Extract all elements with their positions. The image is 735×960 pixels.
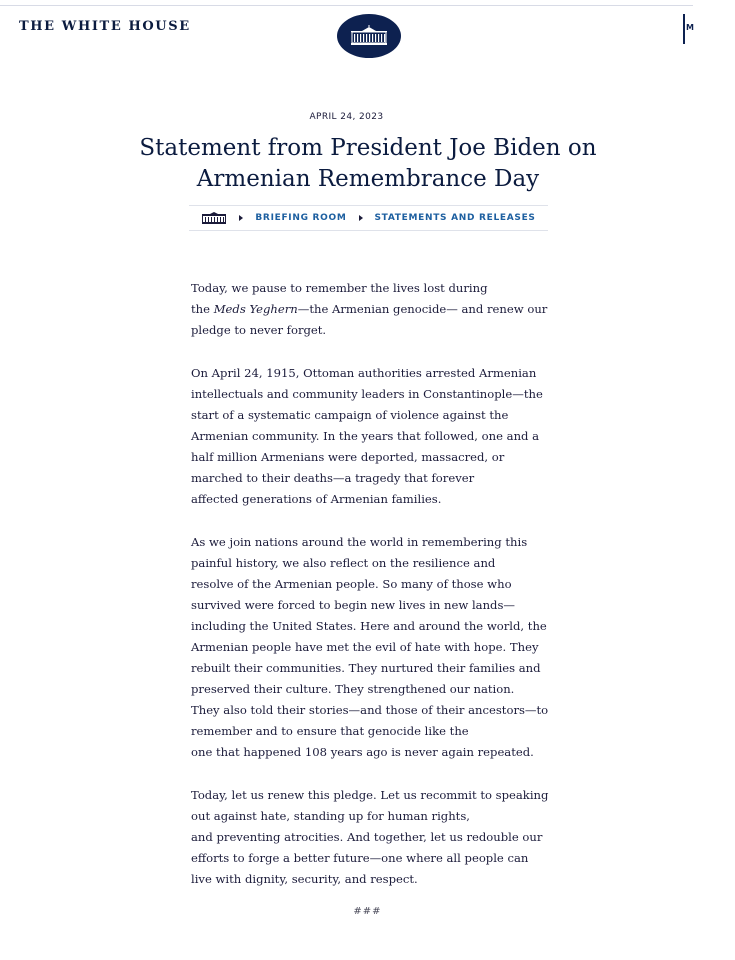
menu-button[interactable]: M bbox=[683, 14, 693, 44]
breadcrumb bbox=[189, 205, 548, 231]
breadcrumb-statements-and-releases[interactable]: STATEMENTS AND RELEASES bbox=[374, 213, 536, 223]
body-line: affected generations of Armenian families. bbox=[191, 492, 442, 506]
body-line: painful history, we also reflect on the resilience and bbox=[191, 556, 496, 570]
white-house-building-icon bbox=[349, 24, 389, 48]
body-line: intellectuals and community leaders in Constantinople—the bbox=[191, 387, 543, 401]
body-text-segment: the bbox=[191, 302, 214, 316]
body-line: survived were forced to begin new lives in new lands— bbox=[191, 598, 516, 612]
paragraph-2 bbox=[191, 363, 556, 510]
body-line: Armenian community. In the years that followed, one and a bbox=[191, 429, 540, 443]
body-line: efforts to forge a better future—one where all people can bbox=[191, 851, 529, 865]
page-title bbox=[120, 133, 616, 195]
body-line: and preventing atrocities. And together, let us redouble our bbox=[191, 830, 543, 844]
end-of-statement-mark: ### bbox=[353, 906, 382, 917]
top-border bbox=[0, 0, 693, 6]
breadcrumb-briefing-room[interactable]: BRIEFING ROOM bbox=[255, 213, 347, 223]
body-line: rebuilt their communities. They nurtured their families and bbox=[191, 661, 541, 675]
white-house-building-icon bbox=[201, 212, 227, 224]
breadcrumb-home[interactable] bbox=[201, 212, 227, 224]
white-house-seal-icon[interactable] bbox=[337, 14, 401, 58]
body-line: preserved their culture. They strengthened our nation. bbox=[191, 682, 515, 696]
body-text-segment: —the Armenian genocide— and renew our bbox=[297, 302, 548, 316]
site-title-link[interactable]: THE WHITE HOUSE bbox=[19, 19, 191, 34]
body-line: Today, let us renew this pledge. Let us recommit to speaking bbox=[191, 788, 549, 802]
body-line: one that happened 108 years ago is never again repeated. bbox=[191, 745, 534, 759]
body-line: Armenian people have met the evil of hate with hope. They bbox=[191, 640, 539, 654]
paragraph-3 bbox=[191, 532, 556, 763]
body-line: including the United States. Here and around the world, the bbox=[191, 619, 547, 633]
page-title-line-1: Statement from President Joe Biden on bbox=[139, 135, 597, 161]
paragraph-4 bbox=[191, 785, 556, 890]
body-line: live with dignity, security, and respect. bbox=[191, 872, 418, 886]
body-line: start of a systematic campaign of violence against the bbox=[191, 408, 509, 422]
article-body bbox=[191, 278, 556, 912]
body-line: As we join nations around the world in remembering this bbox=[191, 535, 528, 549]
body-line: Today, we pause to remember the lives lost during bbox=[191, 281, 488, 295]
body-line: pledge to never forget. bbox=[191, 323, 327, 337]
page-title-line-2: Armenian Remembrance Day bbox=[196, 166, 540, 192]
caret-right-icon bbox=[239, 215, 243, 221]
paragraph-1 bbox=[191, 278, 556, 341]
body-line: out against hate, standing up for human rights, bbox=[191, 809, 470, 823]
body-line: They also told their stories—and those of their ancestors—to bbox=[191, 703, 549, 717]
body-line bbox=[191, 299, 556, 320]
article-date: APRIL 24, 2023 bbox=[309, 112, 384, 122]
body-line: remember and to ensure that genocide like the bbox=[191, 724, 469, 738]
caret-right-icon bbox=[359, 215, 363, 221]
body-line: marched to their deaths—a tragedy that forever bbox=[191, 471, 475, 485]
body-line: resolve of the Armenian people. So many of those who bbox=[191, 577, 512, 591]
body-line: half million Armenians were deported, massacred, or bbox=[191, 450, 505, 464]
body-line: On April 24, 1915, Ottoman authorities arrested Armenian bbox=[191, 366, 537, 380]
meds-yeghern-term: Meds Yeghern bbox=[213, 302, 298, 316]
